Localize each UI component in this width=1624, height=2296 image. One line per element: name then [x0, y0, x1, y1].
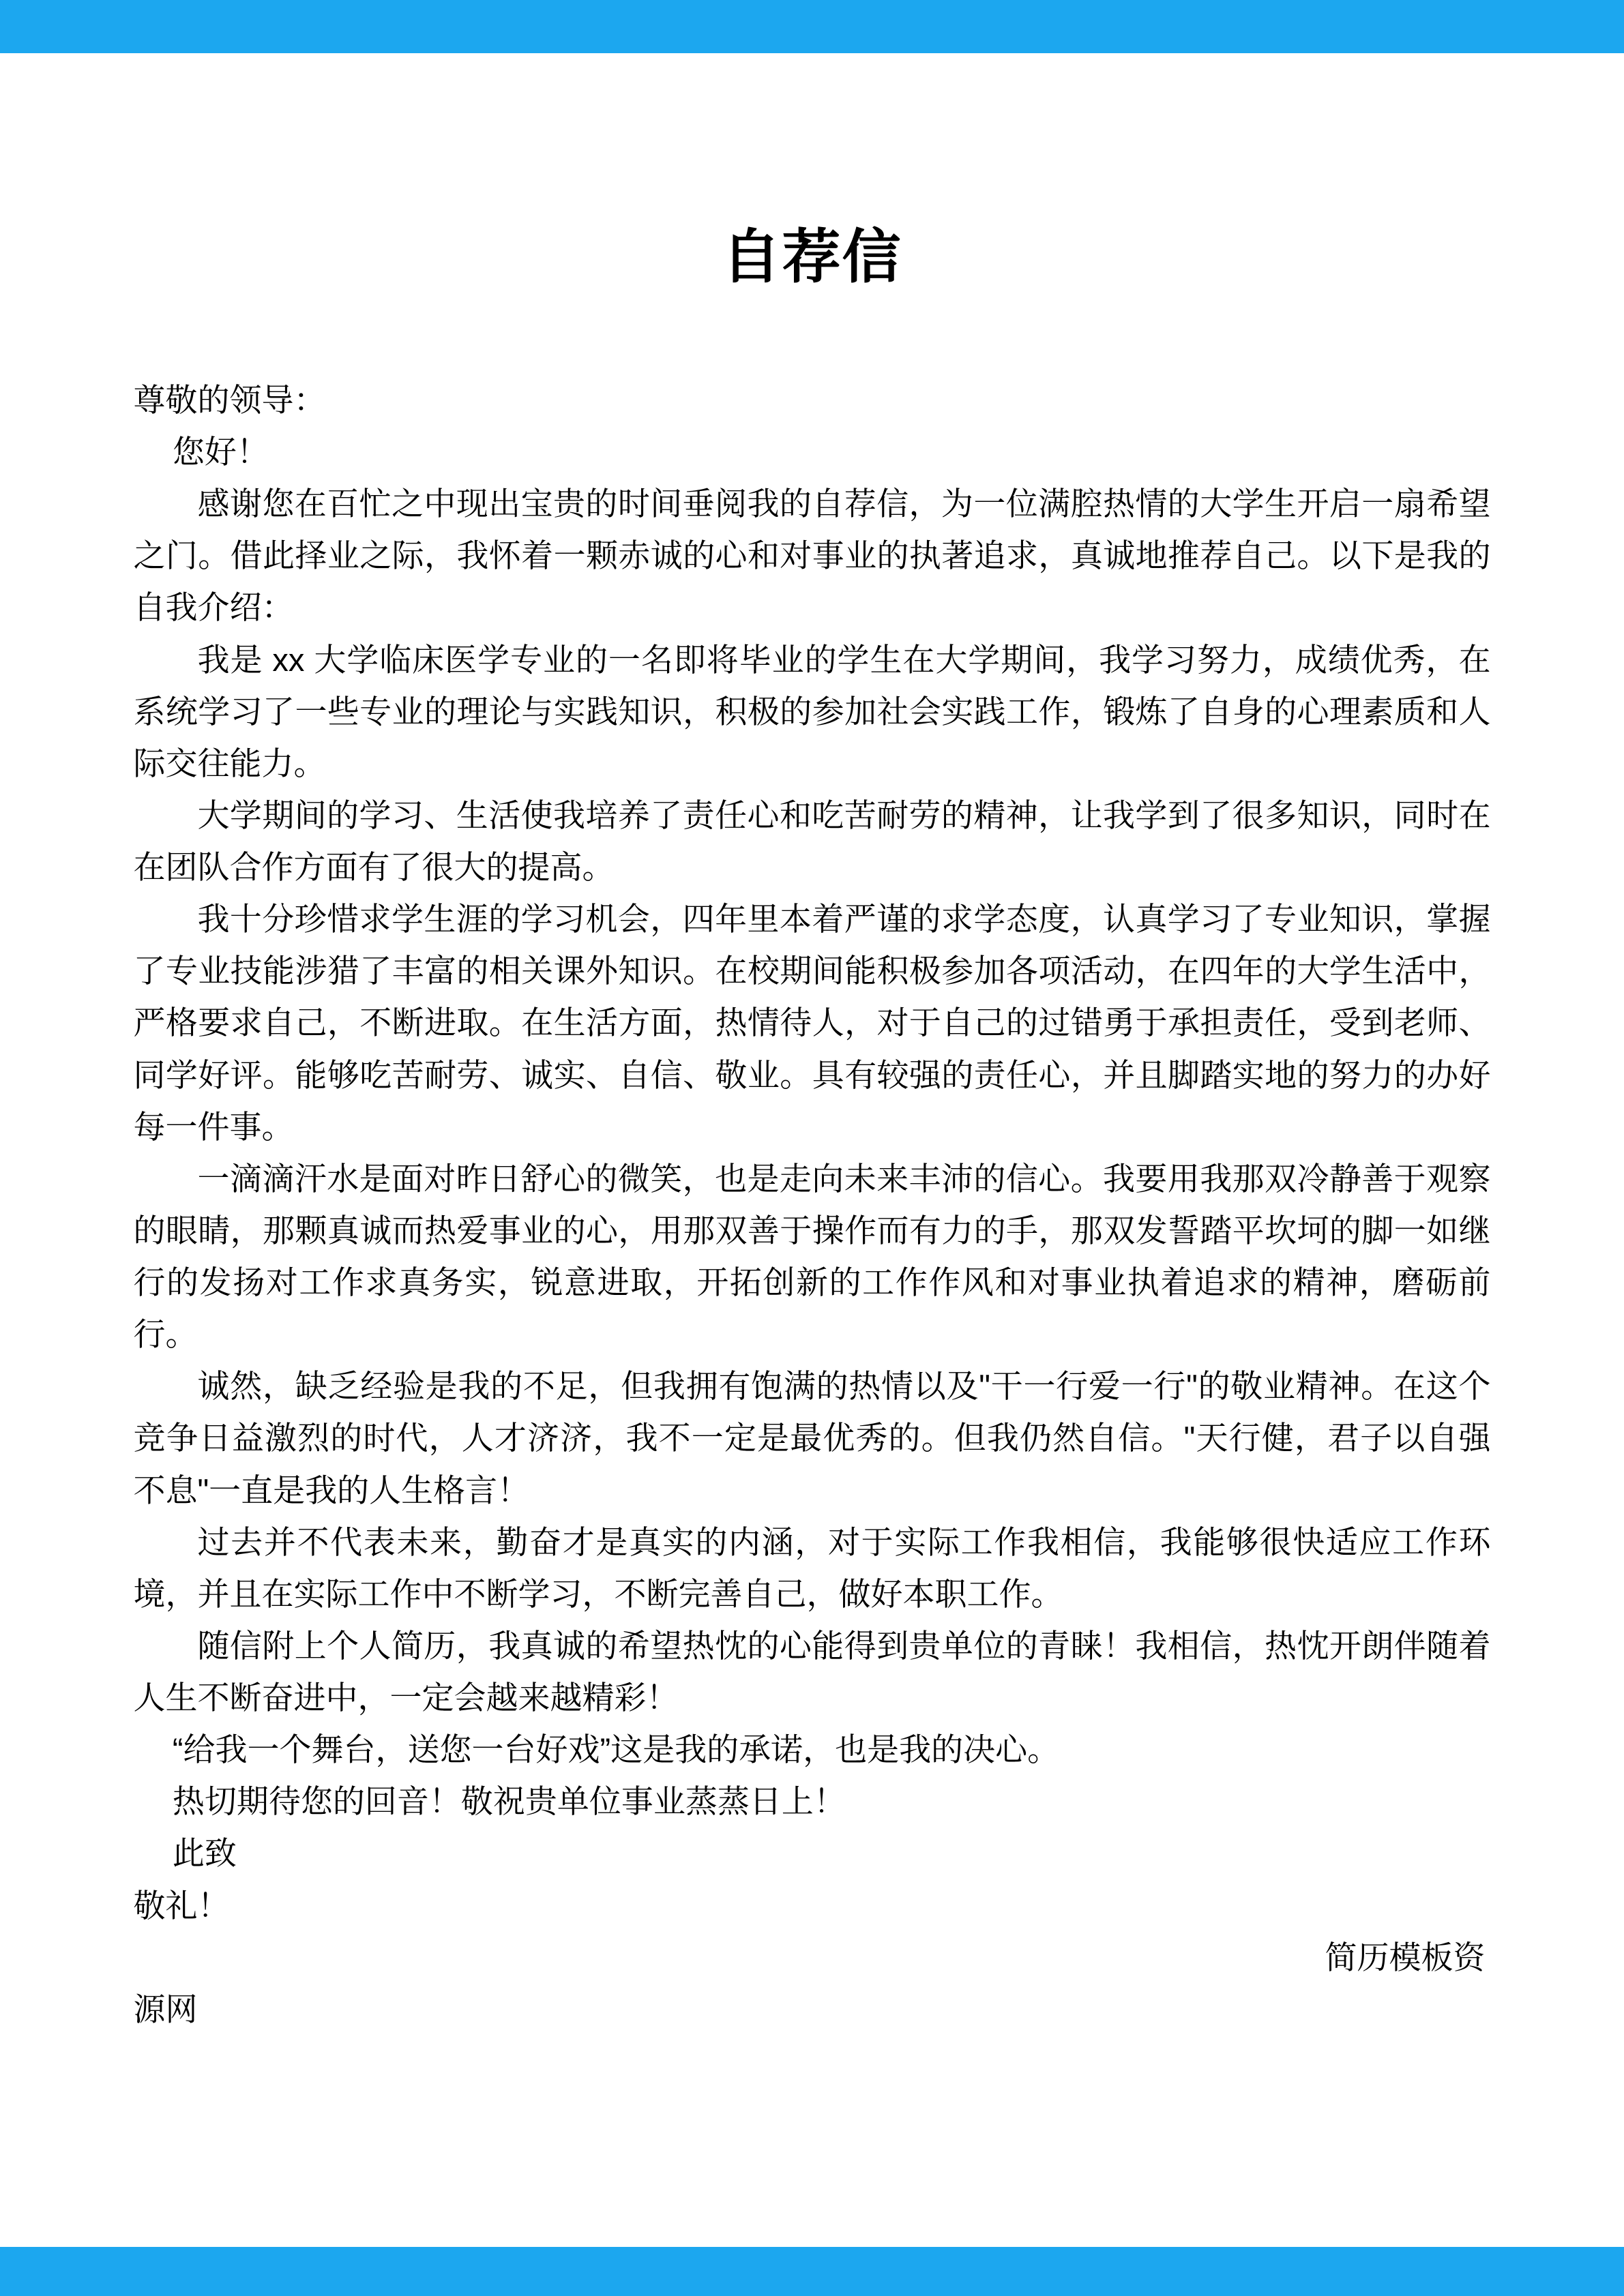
closing-ci-zhi: 此致	[172, 1835, 237, 1872]
document-sheet	[0, 53, 1624, 2247]
signature-line-secondary: 源网	[133, 1991, 198, 2027]
top-accent-band	[0, 0, 1624, 53]
salutation: 尊敬的领导：	[133, 381, 326, 418]
greeting: 您好！	[172, 434, 269, 471]
letter-body	[134, 291, 1491, 2036]
paragraph-experience-motto: 诚然，缺乏经验是我的不足，但我拥有饱满的热情以及"干一行爱一行"的敬业精神。在这个竞争日益激烈的时代，人才济济，我不一定是最优秀的。但我仍然自信。"天行健，君子以自强不息"一直是我的人生格言！	[133, 1368, 1491, 1508]
promise-line: “给我一个舞台，送您一台好戏”这是我的承诺，也是我的决心。	[172, 1731, 1060, 1768]
bottom-accent-band	[0, 2247, 1624, 2296]
paragraph-thanks: 感谢您在百忙之中现出宝贵的时间垂阅我的自荐信，为一位满腔热情的大学生开启一扇希望之门。借此择业之际，我怀着一颗赤诚的心和对事业的执著追求，真诚地推荐自己。以下是我的自我介绍：	[133, 486, 1491, 626]
closing-wish: 热切期待您的回音！敬祝贵单位事业蒸蒸日上！	[172, 1783, 846, 1820]
page-title: 自荐信	[722, 224, 902, 290]
paragraph-education: 我是 xx 大学临床医学专业的一名即将毕业的学生在大学期间，我学习努力，成绩优秀，在系统学习了一些专业的理论与实践知识，积极的参加社会实践工作，锻炼了自身的心理素质和人际交往能力。	[133, 641, 1491, 781]
signature-line-primary: 简历模板资	[1325, 1939, 1486, 1976]
paragraph-study-attitude: 我十分珍惜求学生涯的学习机会，四年里本着严谨的求学态度，认真学习了专业知识，掌握了专业技能涉猎了丰富的相关课外知识。在校期间能积极参加各项活动，在四年的大学生活中，严格要求自己，不断进取。在生活方面，热情待人，对于自己的过错勇于承担责任，受到老师、同学好评。能够吃苦耐劳、诚实、自信、敬业。具有较强的责任心，并且脚踏实地的努力的办好每一件事。	[133, 901, 1491, 1145]
paragraph-future-work: 过去并不代表未来，勤奋才是真实的内涵，对于实际工作我相信，我能够很快适应工作环境，并且在实际工作中不断学习，不断完善自己，做好本职工作。	[133, 1523, 1491, 1612]
paragraph-sweat-confidence: 一滴滴汗水是面对昨日舒心的微笑，也是走向未来丰沛的信心。我要用我那双冷静善于观察的眼睛，那颗真诚而热爱事业的心，用那双善于操作而有力的手，那双发誓踏平坎坷的脚一如继行的发扬对工作求真务实，锐意进取，开拓创新的工作作风和对事业执着追求的精神，磨砺前行。	[133, 1160, 1491, 1353]
paragraph-resume-attached: 随信附上个人简历，我真诚的希望热忱的心能得到贵单位的青睐！我相信，热忱开朗伴随着人生不断奋进中，一定会越来越精彩！	[133, 1627, 1491, 1716]
paragraph-university-life: 大学期间的学习、生活使我培养了责任心和吃苦耐劳的精神，让我学到了很多知识，同时在在团队合作方面有了很大的提高。	[133, 796, 1491, 886]
closing-jing-li: 敬礼！	[133, 1887, 230, 1924]
